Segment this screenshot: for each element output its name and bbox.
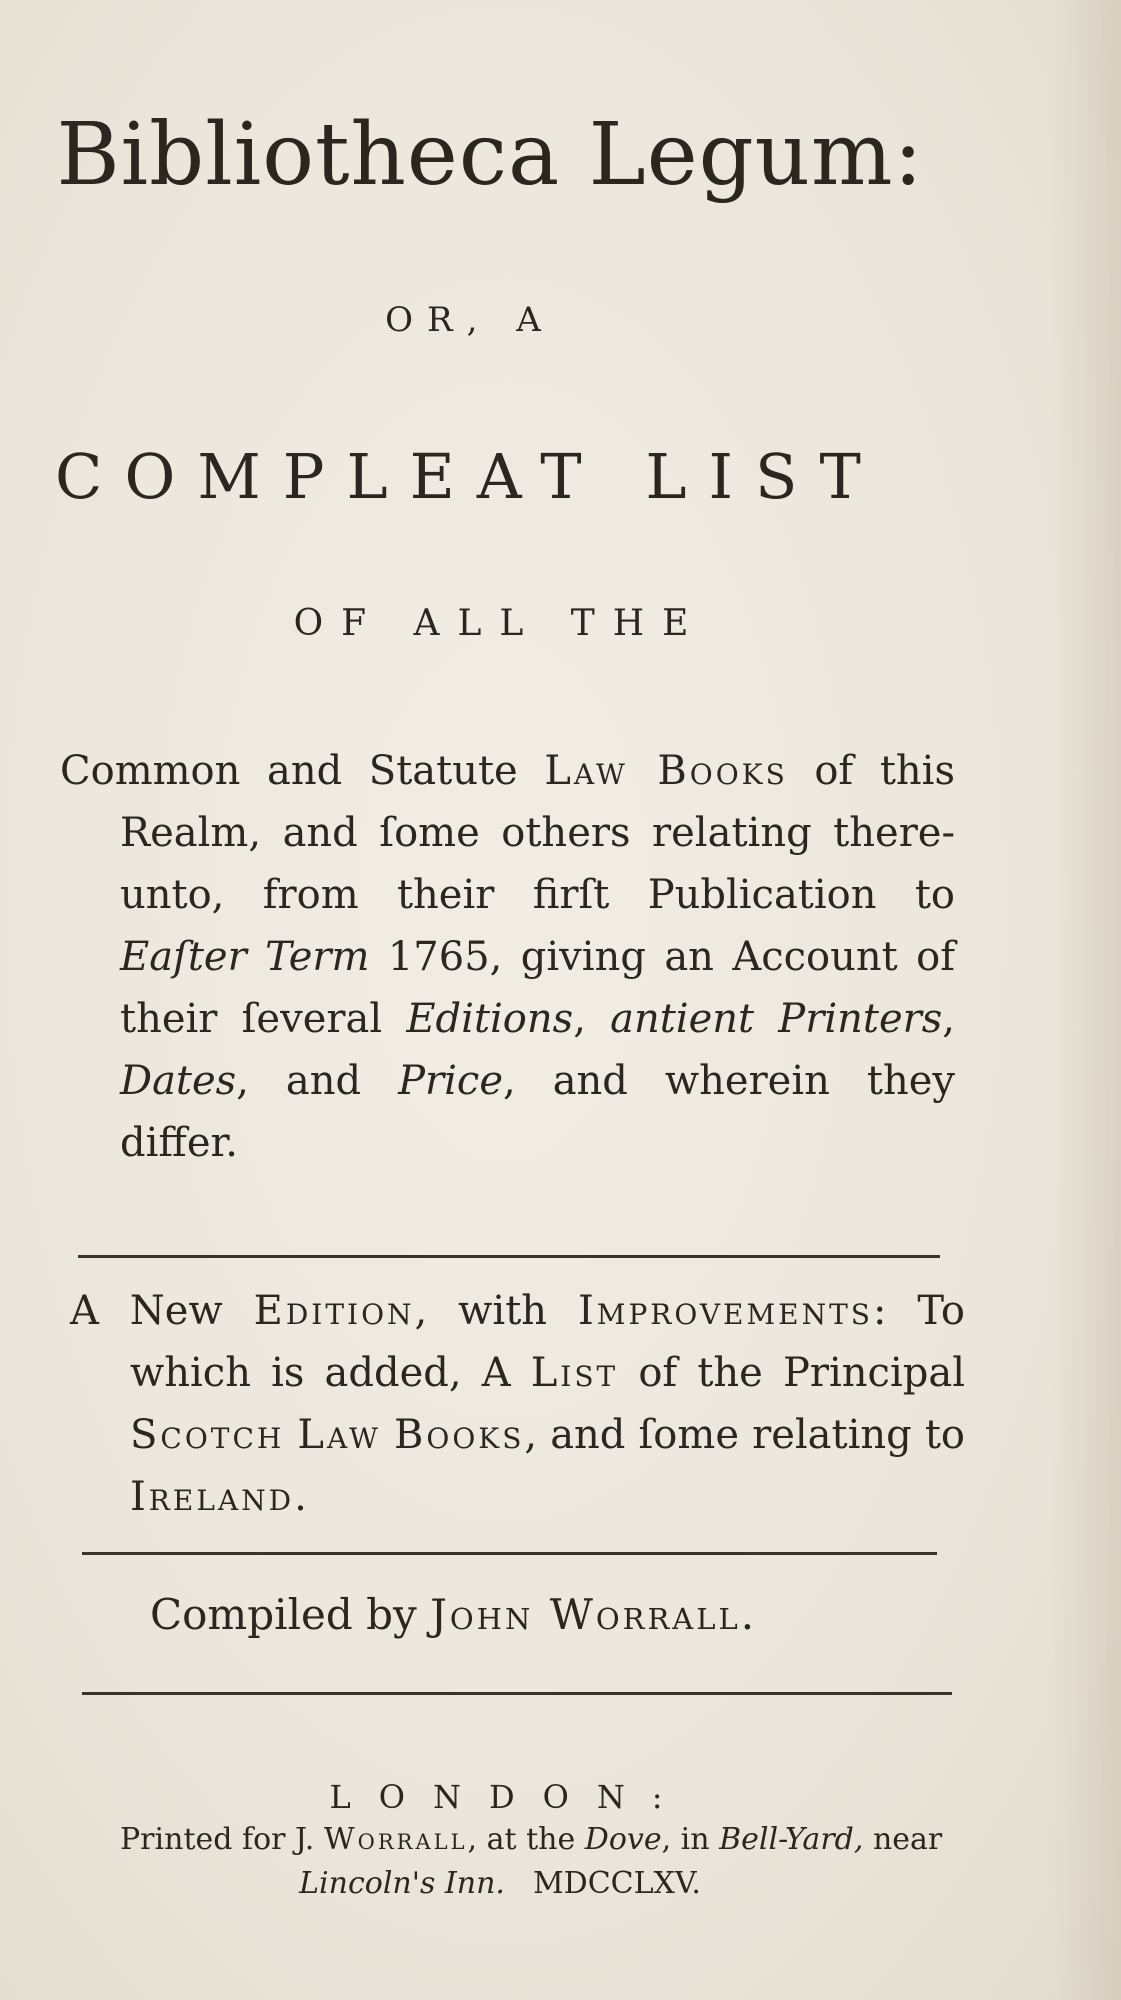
edition-paragraph: A New Edition, with Improvements: To which is added, A List of the Principal Scotch Law Books, and ſome relating to Ireland. [70, 1288, 966, 1520]
bell-yard-address: Bell-Yard, [719, 1822, 864, 1857]
list-word: List [530, 1350, 619, 1396]
price-text: Price [398, 1058, 503, 1104]
divider-rule [78, 1255, 940, 1258]
description-paragraph: Common and Statute Law Books of this Realm, and ſome others relating there-unto, from their firſt Publication to Eaſter Term 1765, giving an Account of their ſeveral Editions, antient Printers, Dates, and Price, and wherein they differ. [60, 748, 956, 1166]
dates-text: Dates [120, 1058, 237, 1104]
ireland-word: Ireland [130, 1474, 295, 1520]
dove-sign: Dove [584, 1822, 662, 1857]
improvements-word: Improvements [577, 1288, 873, 1334]
easter-term-text: Eaſter Term [120, 934, 370, 980]
imprint-city: LONDON: [329, 1778, 691, 1816]
lincolns-inn: Lincoln's Inn. [299, 1866, 505, 1901]
subtitle-or: OR, A [385, 300, 555, 340]
imprint-date-line [0, 1866, 1000, 1901]
antient-printers-text: antient Printers [610, 996, 943, 1042]
of-all-the-heading: OF ALL THE [293, 603, 707, 644]
law-books-text: Law Books [544, 748, 788, 794]
compleat-list-heading: COMPLEAT LIST [55, 440, 883, 513]
edition-word: Edition [253, 1288, 415, 1334]
divider-rule [82, 1692, 952, 1695]
scotch-word: Scotch [130, 1412, 285, 1458]
author-name: John Worrall [430, 1590, 741, 1639]
divider-rule [82, 1552, 937, 1555]
compiled-by-line: Compiled by John Worrall. [150, 1590, 755, 1639]
imprint-printed-line: Printed for J. Worrall, at the Dove, in Bell-Yard, near [120, 1822, 943, 1857]
editions-text: Editions [406, 996, 574, 1042]
publication-year: MDCCLXV. [532, 1866, 701, 1901]
law-word: Law [297, 1412, 381, 1458]
printer-name: Worrall [323, 1822, 468, 1857]
book-title: Bibliotheca Legum: [56, 105, 924, 205]
books-word: Books [393, 1412, 525, 1458]
